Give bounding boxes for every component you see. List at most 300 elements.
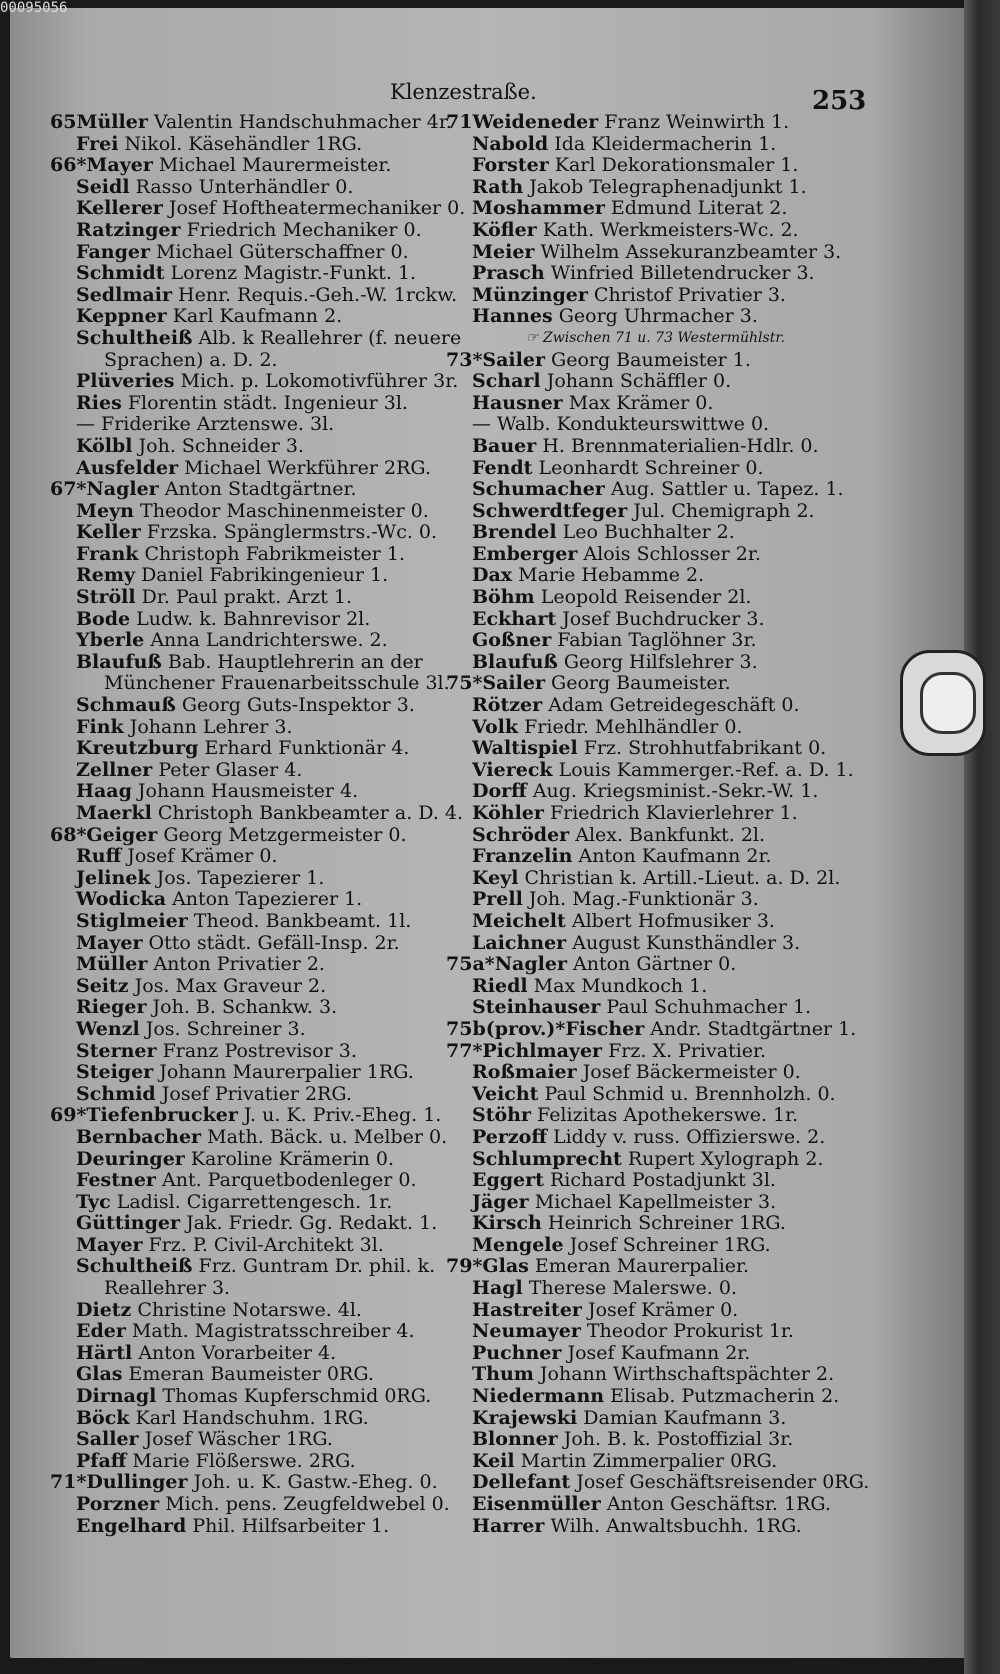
directory-entry: [446, 825, 846, 847]
resident-surname: Volk: [472, 715, 519, 738]
resident-surname: Stöhr: [472, 1104, 531, 1127]
directory-entry: [446, 1408, 846, 1430]
resident-surname: Mayer: [86, 154, 153, 177]
directory-entry: [446, 652, 846, 674]
resident-surname: Deuringer: [76, 1147, 185, 1170]
resident-details: Theod. Bankbeamt. 1l.: [193, 909, 412, 932]
resident-details: Johann Maurerpalier 1RG.: [159, 1061, 414, 1084]
directory-entry: [446, 1471, 870, 1494]
resident-surname: Wodicka: [76, 888, 167, 911]
resident-details: Josef Buchdrucker 3.: [562, 607, 765, 630]
directory-entry: [50, 1062, 450, 1084]
directory-entry: [446, 1041, 846, 1063]
resident-details: Josef Krämer 0.: [587, 1298, 739, 1321]
directory-entry: [446, 1127, 846, 1149]
resident-details: Fabian Taglöhner 3r.: [557, 629, 757, 652]
resident-details: Frzska. Spänglermstrs.-Wc. 0.: [146, 521, 438, 544]
resident-surname: Sterner: [76, 1039, 157, 1062]
resident-surname: Weideneder: [472, 111, 599, 133]
resident-details: Richard Postadjunkt 3l.: [549, 1169, 776, 1192]
resident-details: Joh. B. Schankw. 3.: [152, 996, 338, 1019]
resident-details: Lorenz Magistr.-Funkt. 1.: [170, 262, 417, 285]
house-number: 68*: [50, 823, 87, 846]
resident-surname: Schlumprecht: [472, 1147, 622, 1170]
resident-details: — Friderike Arztenswe. 3l.: [76, 413, 335, 436]
directory-entry: [50, 1429, 450, 1451]
directory-entry: [446, 1300, 846, 1322]
resident-details: Paul Schuhmacher 1.: [606, 996, 812, 1019]
directory-entry: [446, 758, 854, 782]
resident-surname: Niedermann: [472, 1385, 605, 1408]
directory-entry: [50, 1019, 450, 1041]
resident-details: Christian k. Artill.-Lieut. a. D. 2l.: [524, 866, 841, 889]
directory-entry: [446, 1235, 846, 1257]
resident-details: Leopold Reisender 2l.: [540, 586, 752, 609]
house-number: 77*: [446, 1039, 483, 1062]
resident-details: Georg Baumeister 1.: [551, 348, 751, 371]
resident-details: Johann Schäffler 0.: [546, 370, 732, 393]
resident-details: Karoline Krämerin 0.: [190, 1147, 395, 1170]
resident-details: Phil. Hilfsarbeiter 1.: [192, 1514, 390, 1537]
directory-entry: [50, 306, 450, 328]
resident-surname: Riedl: [472, 974, 528, 997]
directory-entry: [446, 1213, 846, 1235]
resident-details: Emeran Baumeister 0RG.: [128, 1363, 374, 1386]
directory-entry: [50, 997, 450, 1019]
resident-surname: Eisenmüller: [472, 1493, 601, 1515]
directory-entry: [50, 283, 458, 307]
resident-details: Math. Magistratsschreiber 4.: [131, 1320, 415, 1343]
resident-details: Johann Lehrer 3.: [129, 715, 293, 738]
directory-entry: [50, 652, 450, 674]
resident-details: Münchener Frauenarbeitsschule 3l.: [104, 672, 450, 695]
resident-surname: Kirsch: [472, 1212, 542, 1235]
resident-surname: Keyl: [472, 866, 519, 889]
resident-details: Dr. Paul prakt. Arzt 1.: [141, 586, 353, 609]
resident-surname: Nagler: [86, 478, 159, 501]
resident-details: Wilh. Anwaltsbuchh. 1RG.: [550, 1514, 802, 1537]
resident-details: Liddy v. russ. Offizierswe. 2.: [552, 1125, 826, 1148]
resident-details: Edmund Literat 2.: [610, 197, 788, 220]
resident-details: Martin Zimmerpalier 0RG.: [520, 1449, 778, 1472]
resident-surname: Nabold: [472, 132, 549, 155]
resident-details: Alex. Bankfunkt. 2l.: [575, 823, 766, 846]
directory-entry: [50, 781, 450, 803]
right-column: [446, 111, 870, 1537]
directory-entry: [50, 565, 450, 587]
resident-surname: Kreutzburg: [76, 737, 199, 760]
resident-surname: Blaufuß: [472, 650, 558, 673]
resident-surname: Zellner: [76, 758, 153, 781]
resident-details: Otto städt. Gefäll-Insp. 2r.: [148, 931, 400, 954]
house-number: 75b: [446, 1017, 486, 1040]
resident-details: Friedr. Mehlhändler 0.: [524, 715, 743, 738]
resident-surname: Sedlmair: [76, 283, 172, 306]
directory-entry: [50, 1213, 450, 1235]
resident-details: Aug. Kriegsminist.-Sekr.-W. 1.: [532, 780, 819, 803]
resident-surname: Ruff: [76, 845, 122, 868]
resident-surname: Hastreiter: [472, 1298, 582, 1321]
resident-details: Josef Wäscher 1RG.: [144, 1428, 333, 1451]
resident-surname: Prell: [472, 888, 523, 911]
resident-details: Erhard Funktionär 4.: [204, 737, 410, 760]
directory-entry: [446, 263, 846, 285]
resident-details: Sprachen) a. D. 2.: [104, 348, 278, 371]
directory-entry: [446, 479, 846, 501]
resident-surname: Tiefenbrucker: [86, 1104, 238, 1127]
resident-details: Franz Weinwirth 1.: [604, 111, 790, 133]
resident-details: Frz. X. Privatier.: [608, 1039, 767, 1062]
directory-entry: [446, 1516, 846, 1538]
resident-details: Bab. Hauptlehrerin an der: [167, 650, 423, 673]
resident-surname: Maerkl: [76, 802, 152, 824]
page-number: 253: [812, 86, 867, 116]
directory-entry: [50, 695, 450, 717]
resident-surname: Fanger: [76, 240, 150, 263]
directory-entry: [50, 501, 450, 523]
resident-details: Max Mundkoch 1.: [533, 974, 708, 997]
directory-entry: [446, 220, 846, 242]
directory-entry: [446, 781, 846, 803]
directory-entry: [446, 587, 846, 609]
resident-surname: Steiger: [76, 1061, 154, 1084]
resident-surname: Haag: [76, 780, 132, 803]
directory-entry: [50, 1386, 450, 1408]
directory-entry: [446, 565, 846, 587]
resident-details: Georg Guts-Inspektor 3.: [181, 694, 415, 717]
resident-surname: Schumacher: [472, 478, 605, 501]
resident-details: Joh. B. k. Postoffizial 3r.: [563, 1428, 794, 1451]
resident-details: Alb. k Reallehrer (f. neuere: [198, 326, 462, 349]
resident-details: Andr. Stadtgärtner 1.: [650, 1017, 857, 1040]
resident-details: Winfried Billetendrucker 3.: [550, 262, 815, 285]
resident-surname: Remy: [76, 564, 136, 587]
house-number: 67*: [50, 478, 87, 501]
resident-details: Felizitas Apothekerswe. 1r.: [537, 1104, 799, 1127]
directory-entry: [446, 609, 846, 631]
house-number: 71: [446, 111, 473, 133]
resident-surname: Franzelin: [472, 845, 573, 868]
directory-entry: [50, 544, 450, 566]
resident-surname: Dorff: [472, 780, 527, 803]
directory-entry: [446, 522, 846, 544]
resident-details: Christine Notarswe. 4l.: [137, 1298, 362, 1321]
resident-surname: Porzner: [76, 1493, 160, 1515]
resident-details: Jakob Telegraphenadjunkt 1.: [529, 175, 807, 198]
resident-surname: Meichelt: [472, 909, 566, 932]
directory-entry: [50, 220, 450, 242]
resident-surname: Schultheiß: [76, 326, 193, 349]
resident-surname: Eder: [76, 1320, 126, 1343]
resident-details: Josef Privatier 2RG.: [161, 1082, 352, 1105]
resident-surname: Ratzinger: [76, 218, 181, 241]
resident-surname: Hagl: [472, 1277, 523, 1300]
resident-details: Nikol. Käsehändler 1RG.: [124, 132, 363, 155]
resident-surname: Frei: [76, 132, 119, 155]
resident-details: Thomas Kupferschmid 0RG.: [162, 1385, 432, 1408]
resident-details: Jos. Tapezierer 1.: [156, 866, 325, 889]
directory-entry: [50, 889, 450, 911]
resident-surname: Sailer: [482, 348, 545, 371]
directory-entry: [446, 198, 846, 220]
resident-surname: Rieger: [76, 996, 147, 1019]
resident-details: Albert Hofmusiker 3.: [571, 909, 775, 932]
resident-surname: Glas: [482, 1255, 529, 1278]
directory-entry: [446, 976, 846, 998]
resident-details: Damian Kaufmann 3.: [583, 1406, 787, 1429]
resident-details: Friedrich Mechaniker 0.: [186, 218, 422, 241]
resident-surname: Meyn: [76, 499, 134, 522]
directory-entry: [446, 155, 846, 177]
resident-details: Daniel Fabrikingenieur 1.: [141, 564, 389, 587]
resident-surname: Eggert: [472, 1169, 544, 1192]
scan-serial: 00095056: [0, 0, 68, 16]
resident-surname: Münzinger: [472, 283, 588, 306]
resident-surname: (prov.)*Fischer: [485, 1017, 645, 1040]
resident-details: Louis Kammerger.-Ref. a. D. 1.: [558, 758, 854, 781]
directory-entry: [446, 414, 846, 436]
directory-entry: [446, 738, 846, 760]
directory-entry: [50, 242, 450, 264]
resident-details: Aug. Sattler u. Tapez. 1.: [610, 478, 844, 501]
directory-entry: [446, 458, 846, 480]
directory-entry: [50, 1235, 450, 1257]
directory-entry: [446, 306, 846, 328]
resident-surname: Müller: [76, 953, 148, 976]
directory-entry: [446, 695, 846, 717]
resident-surname: Yberle: [76, 629, 145, 652]
directory-entry: [446, 112, 846, 134]
resident-details: Therese Malerswe. 0.: [528, 1277, 737, 1300]
resident-details: Rupert Xylograph 2.: [627, 1147, 824, 1170]
thumb-index-tab-inner: [920, 672, 976, 734]
resident-details: Johann Wirthschaftspächter 2.: [539, 1363, 835, 1386]
resident-details: H. Brennmaterialien-Hdlr. 0.: [542, 434, 819, 457]
resident-surname: Köfler: [472, 218, 537, 241]
resident-surname: Thum: [472, 1363, 534, 1386]
directory-entry: [50, 1321, 450, 1343]
directory-entry: [446, 1192, 846, 1214]
resident-details: Joh. Schneider 3.: [138, 434, 305, 457]
resident-details: Ladisl. Cigarrettengesch. 1r.: [116, 1190, 393, 1213]
resident-details: Michael Maurermeister.: [158, 154, 392, 177]
resident-surname: Böhm: [472, 586, 535, 609]
resident-surname: Moshammer: [472, 197, 605, 220]
directory-entry: [50, 868, 450, 890]
directory-entry: [50, 717, 450, 739]
directory-entry: [446, 1149, 846, 1171]
resident-details: Valentin Handschuhmacher 4r.: [153, 111, 452, 133]
resident-surname: Hannes: [472, 305, 553, 328]
directory-entry: [50, 1105, 450, 1127]
directory-entry: [50, 976, 450, 998]
directory-entry: [446, 1451, 846, 1473]
resident-details: Jak. Friedr. Gg. Redakt. 1.: [186, 1212, 438, 1235]
directory-entry: [446, 673, 846, 695]
resident-details: ☞ Zwischen 71 u. 73 Westermühlstr.: [526, 329, 785, 346]
resident-surname: Tyc: [76, 1190, 111, 1213]
resident-surname: Bode: [76, 607, 131, 630]
resident-surname: Emberger: [472, 542, 578, 565]
directory-entry: [50, 1364, 450, 1386]
directory-entry: [50, 738, 450, 760]
resident-details: Math. Bäck. u. Melber 0.: [207, 1125, 448, 1148]
resident-details: Anna Landrichterswe. 2.: [150, 629, 388, 652]
resident-details: Theodor Prokurist 1r.: [586, 1320, 794, 1343]
house-number: 65: [50, 111, 77, 133]
resident-details: Theodor Maschinenmeister 0.: [140, 499, 429, 522]
resident-details: — Walb. Kondukteurswittwe 0.: [472, 413, 770, 436]
resident-surname: Bernbacher: [76, 1125, 202, 1148]
directory-entry: [446, 1017, 857, 1041]
resident-surname: Perzoff: [472, 1125, 547, 1148]
resident-surname: Mayer: [76, 931, 143, 954]
directory-entry: [446, 242, 846, 264]
resident-surname: Puchner: [472, 1341, 562, 1364]
directory-entry: [50, 1149, 450, 1171]
house-number: 75*: [446, 672, 483, 695]
directory-entry: [50, 1516, 450, 1538]
resident-details: Josef Bäckermeister 0.: [582, 1061, 801, 1084]
directory-entry: [50, 155, 450, 177]
resident-surname: Dirnagl: [76, 1385, 157, 1408]
resident-surname: Pichlmayer: [482, 1039, 603, 1062]
resident-surname: Pfaff: [76, 1449, 127, 1472]
resident-details: Emeran Maurerpalier.: [534, 1255, 750, 1278]
resident-surname: Ausfelder: [76, 456, 179, 479]
resident-details: Marie Hebamme 2.: [518, 564, 705, 587]
resident-details: Florentin städt. Ingenieur 3l.: [127, 391, 408, 414]
directory-entry: [50, 134, 450, 156]
resident-details: Josef Schreiner 1RG.: [569, 1233, 771, 1256]
directory-entry: [50, 1451, 450, 1473]
resident-surname: Güttinger: [76, 1212, 181, 1235]
resident-details: Paul Schmid u. Brennholzh. 0.: [544, 1082, 836, 1105]
street-header: Klenzestraße.: [390, 80, 537, 104]
directory-entry: [446, 1084, 846, 1106]
directory-entry: [50, 1278, 450, 1300]
resident-details: Michael Kapellmeister 3.: [534, 1190, 777, 1213]
resident-surname: Ries: [76, 391, 122, 414]
resident-surname: Dietz: [76, 1298, 132, 1321]
resident-details: Mich. pens. Zeugfeldwebel 0.: [165, 1493, 450, 1515]
resident-surname: Schröder: [472, 823, 570, 846]
resident-surname: Kellerer: [76, 197, 163, 220]
book-edge: [964, 0, 1000, 1674]
resident-surname: Harrer: [472, 1514, 545, 1537]
directory-entry: [50, 630, 450, 652]
directory-entry: [50, 263, 450, 285]
resident-details: Anton Tapezierer 1.: [172, 888, 363, 911]
house-number: 71*: [50, 1471, 87, 1494]
resident-details: Marie Flößerswe. 2RG.: [132, 1449, 356, 1472]
directory-entry: [50, 1494, 450, 1516]
resident-details: Friedrich Klavierlehrer 1.: [549, 802, 798, 824]
resident-surname: Rötzer: [472, 694, 543, 717]
directory-entry: [446, 717, 846, 739]
directory-entry: [50, 436, 450, 458]
directory-entry: [446, 371, 846, 393]
resident-details: Frz. Strohhutfabrikant 0.: [583, 737, 827, 760]
resident-details: Leo Buchhalter 2.: [562, 521, 735, 544]
directory-entry: [50, 1256, 450, 1278]
directory-entry: [50, 825, 450, 847]
resident-surname: Müller: [76, 111, 148, 133]
house-number: 69*: [50, 1104, 87, 1127]
directory-entry: [50, 112, 450, 134]
resident-surname: Mayer: [76, 1233, 143, 1256]
resident-details: Rasso Unterhändler 0.: [135, 175, 354, 198]
directory-entry: [50, 1170, 450, 1192]
resident-surname: Festner: [76, 1169, 156, 1192]
resident-surname: Roßmaier: [472, 1061, 577, 1084]
resident-details: Max Krämer 0.: [568, 391, 714, 414]
resident-details: Heinrich Schreiner 1RG.: [547, 1212, 786, 1235]
resident-details: Josef Hoftheatermechaniker 0.: [168, 197, 466, 220]
directory-entry: [446, 846, 846, 868]
directory-entry: [446, 1494, 846, 1516]
resident-details: Ida Kleidermacherin 1.: [554, 132, 777, 155]
resident-surname: Keil: [472, 1449, 515, 1472]
resident-details: Leonhardt Schreiner 0.: [538, 456, 764, 479]
resident-surname: Seitz: [76, 974, 129, 997]
resident-details: Franz Postrevisor 3.: [162, 1039, 357, 1062]
directory-entry: [50, 177, 450, 199]
directory-entry: [50, 1127, 450, 1149]
directory-entry: [446, 1429, 846, 1451]
resident-surname: Veicht: [472, 1082, 539, 1105]
resident-surname: Seidl: [76, 175, 130, 198]
directory-entry: [446, 393, 846, 415]
directory-entry: [446, 803, 846, 825]
directory-entry: [50, 479, 450, 501]
resident-surname: Wenzl: [76, 1017, 140, 1040]
directory-entry: [446, 997, 846, 1019]
directory-entry: [446, 1170, 846, 1192]
house-number: 73*: [446, 348, 483, 371]
directory-entry: [50, 846, 450, 868]
resident-details: Karl Kaufmann 2.: [172, 305, 343, 328]
directory-entry: [50, 802, 464, 825]
resident-surname: Rath: [472, 175, 524, 198]
resident-details: J. u. K. Priv.-Eheg. 1.: [243, 1104, 442, 1127]
resident-details: Kath. Werkmeisters-Wc. 2.: [542, 218, 799, 241]
resident-details: Michael Werkführer 2RG.: [184, 456, 431, 479]
directory-entry: [446, 285, 846, 307]
resident-details: Anton Geschäftsr. 1RG.: [606, 1493, 831, 1515]
directory-entry: [446, 911, 846, 933]
resident-surname: Schmid: [76, 1082, 156, 1105]
resident-surname: Dullinger: [86, 1471, 188, 1494]
resident-surname: Glas: [76, 1363, 123, 1386]
resident-details: Anton Vorarbeiter 4.: [138, 1341, 337, 1364]
resident-details: Georg Baumeister.: [551, 672, 731, 695]
resident-details: Elisab. Putzmacherin 2.: [610, 1385, 840, 1408]
resident-surname: Stiglmeier: [76, 909, 188, 932]
resident-surname: Geiger: [86, 823, 158, 846]
resident-surname: Sailer: [482, 672, 545, 695]
directory-entry: [50, 1084, 450, 1106]
directory-entry: [446, 933, 846, 955]
directory-entry: [446, 328, 846, 350]
directory-entry: [446, 1386, 846, 1408]
resident-details: Mich. p. Lokomotivführer 3r.: [180, 370, 459, 393]
resident-surname: Härtl: [76, 1341, 133, 1364]
directory-entry: [50, 587, 450, 609]
resident-surname: Brendel: [472, 521, 557, 544]
resident-details: Georg Metzgermeister 0.: [163, 823, 407, 846]
directory-entry: [446, 868, 846, 890]
